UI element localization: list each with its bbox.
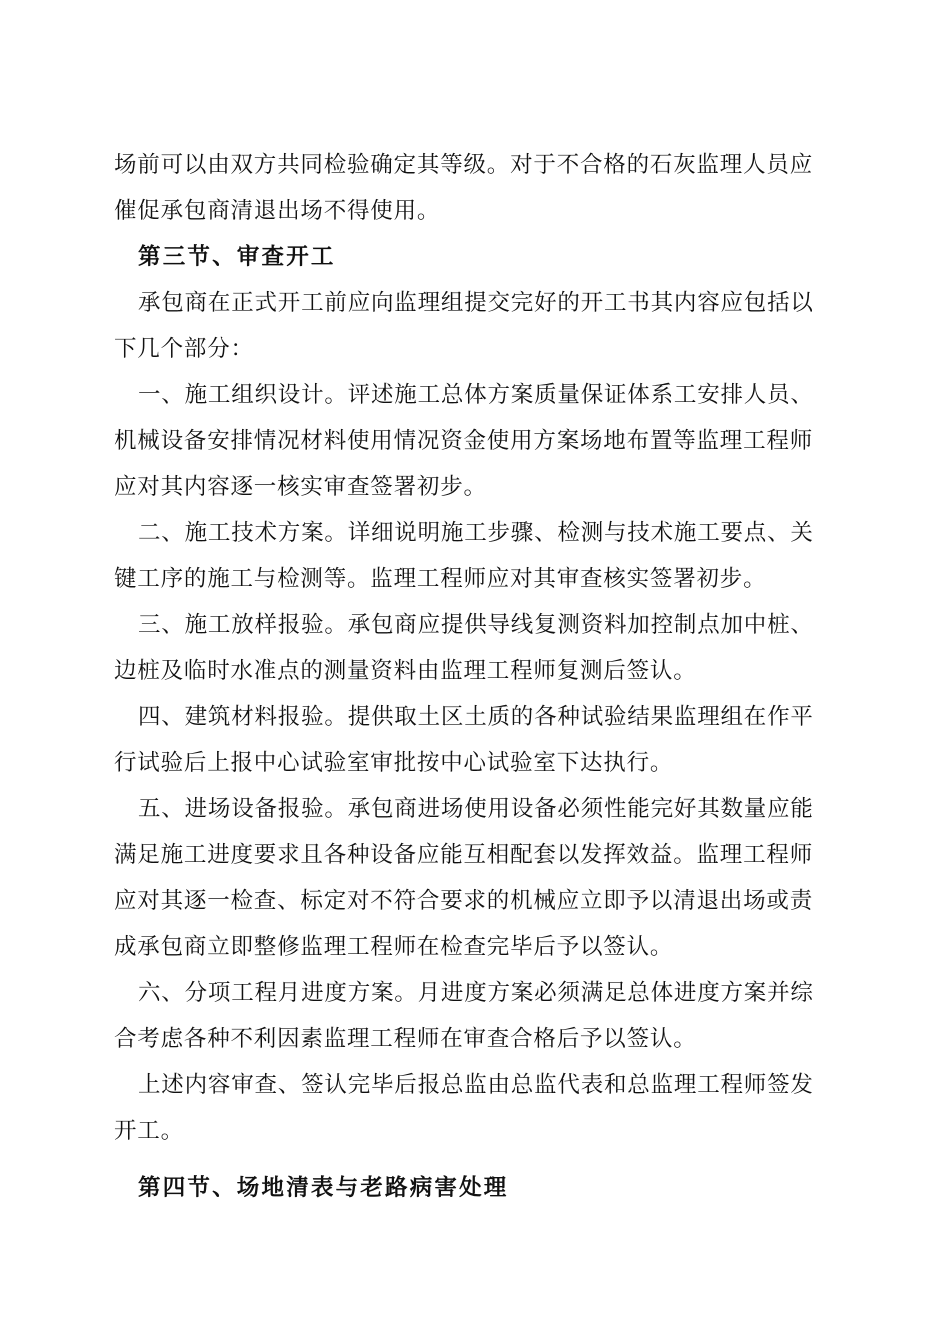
paragraph-line: 合考虑各种不利因素监理工程师在审查合格后予以签认。 (114, 1026, 697, 1052)
paragraph-line: 键工序的施工与检测等。监理工程师应对其审查核实签署初步。 (114, 566, 767, 592)
paragraph-line: 应对其内容逐一核实审查签署初步。 (114, 474, 487, 500)
paragraph-line: 一、施工组织设计。评述施工总体方案质量保证体系工安排人员、 (138, 382, 814, 408)
paragraph-line: 催促承包商清退出场不得使用。 (114, 198, 441, 224)
paragraph-line: 应对其逐一检查、标定对不符合要求的机械应立即予以清退出场或责 (114, 888, 814, 914)
section-heading: 第四节、场地清表与老路病害处理 (138, 1175, 509, 1201)
paragraph-line: 上述内容审查、签认完毕后报总监由总监代表和总监理工程师签发 (138, 1072, 814, 1098)
section-heading: 第三节、审查开工 (138, 244, 336, 270)
paragraph-line: 下几个部分： (114, 336, 254, 362)
paragraph-line: 开工。 (114, 1118, 184, 1144)
paragraph-line: 行试验后上报中心试验室审批按中心试验室下达执行。 (114, 750, 674, 776)
paragraph-line: 满足施工进度要求且各种设备应能互相配套以发挥效益。监理工程师 (114, 842, 814, 868)
paragraph-line: 二、施工技术方案。详细说明施工步骤、检测与技术施工要点、关 (138, 520, 814, 546)
document-page (114, 142, 836, 1211)
paragraph-line: 四、建筑材料报验。提供取土区土质的各种试验结果监理组在作平 (138, 704, 814, 730)
paragraph-line: 三、施工放样报验。承包商应提供导线复测资料加控制点加中桩、 (138, 612, 814, 638)
paragraph-line: 机械设备安排情况材料使用情况资金使用方案场地布置等监理工程师 (114, 428, 814, 454)
paragraph-line: 承包商在正式开工前应向监理组提交完好的开工书其内容应包括以 (138, 290, 814, 316)
paragraph-line: 成承包商立即整修监理工程师在检查完毕后予以签认。 (114, 934, 674, 960)
paragraph-line: 六、分项工程月进度方案。月进度方案必须满足总体进度方案并综 (138, 980, 814, 1006)
paragraph-line: 五、进场设备报验。承包商进场使用设备必须性能完好其数量应能 (138, 796, 814, 822)
paragraph-line: 边桩及临时水准点的测量资料由监理工程师复测后签认。 (114, 658, 697, 684)
paragraph-line: 场前可以由双方共同检验确定其等级。对于不合格的石灰监理人员应 (114, 152, 814, 178)
